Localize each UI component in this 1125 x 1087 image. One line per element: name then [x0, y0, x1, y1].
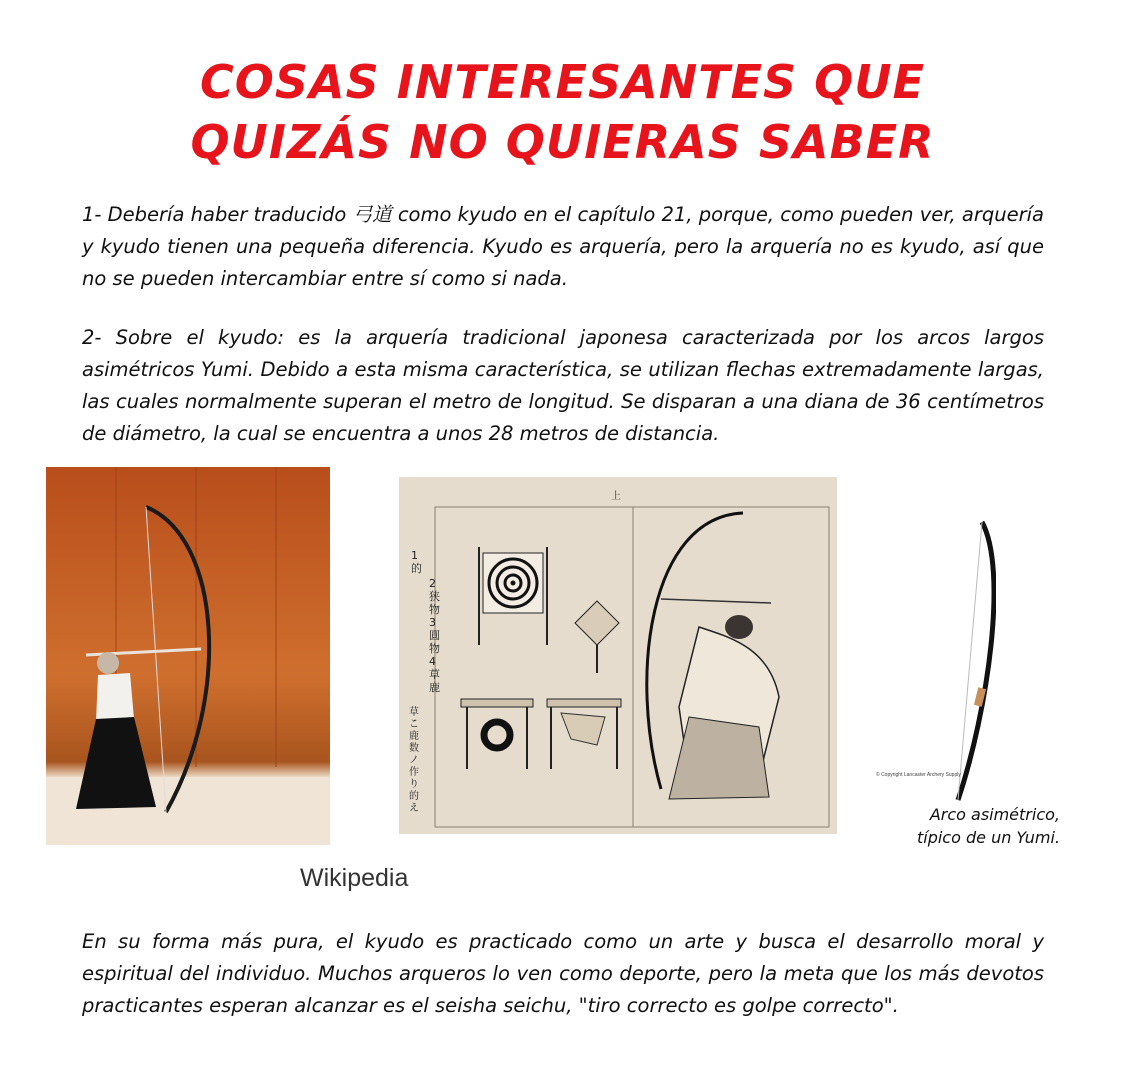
- title-line-2: QUIZÁS NO QUIERAS SABER: [190, 115, 935, 169]
- archer-illustration: [46, 467, 330, 845]
- bow-caption: [860, 803, 1060, 849]
- paragraph-3: En su forma más pura, el kyudo es practicado como un arte y busca el desarrollo moral y espiritual del individuo. Muchos arqueros lo ven como deporte, pero la meta que los más devotos practicantes esperan alcanzar es el seisha seichu, "tiro correcto es golpe correcto".: [82, 930, 1044, 1017]
- yumi-bow-image: [878, 510, 996, 810]
- kyudo-drawing: [399, 477, 837, 834]
- paragraph-1: 1- Debería haber traducido 弓道 como kyudo en el capítulo 21, porque, como pueden ver, arquería y kyudo tienen una pequeña diferencia. Kyudo es arquería, pero la arquería no es kyudo, así que no se pueden intercambiar entre sí como si nada.: [82, 203, 1044, 290]
- bow-caption-line-2: típico de un Yumi.: [916, 828, 1060, 847]
- archer-photo: [46, 467, 330, 845]
- bow-copyright: © Copyright Lancaster Archery Supply: [876, 772, 961, 778]
- title-line-1: COSAS INTERESANTES QUE: [199, 55, 926, 109]
- paragraph-2: 2- Sobre el kyudo: es la arquería tradicional japonesa caracterizada por los arcos largos asimétricos Yumi. Debido a esta misma característica, se utilizan flechas extremadamente largas, las cuales normalmente superan el metro de longitud. Se disparan a una diana de 36 centímetros de diámetro, la cual se encuentra a unos 28 metros de distancia.: [82, 326, 1044, 445]
- drawing-top-char: 上: [611, 491, 621, 502]
- drawing-label-col3: 草こ鹿数ノ作り的え: [409, 707, 419, 814]
- drawing-label-col2: 2 狭物 3 圓物 4 草鹿: [429, 577, 440, 694]
- page-title: [0, 52, 1125, 172]
- drawing-illustration: [399, 477, 837, 834]
- image-source-label: Wikipedia: [300, 864, 409, 892]
- drawing-label-col1: 1 的: [411, 549, 422, 575]
- bow-caption-line-1: Arco asimétrico,: [929, 805, 1060, 824]
